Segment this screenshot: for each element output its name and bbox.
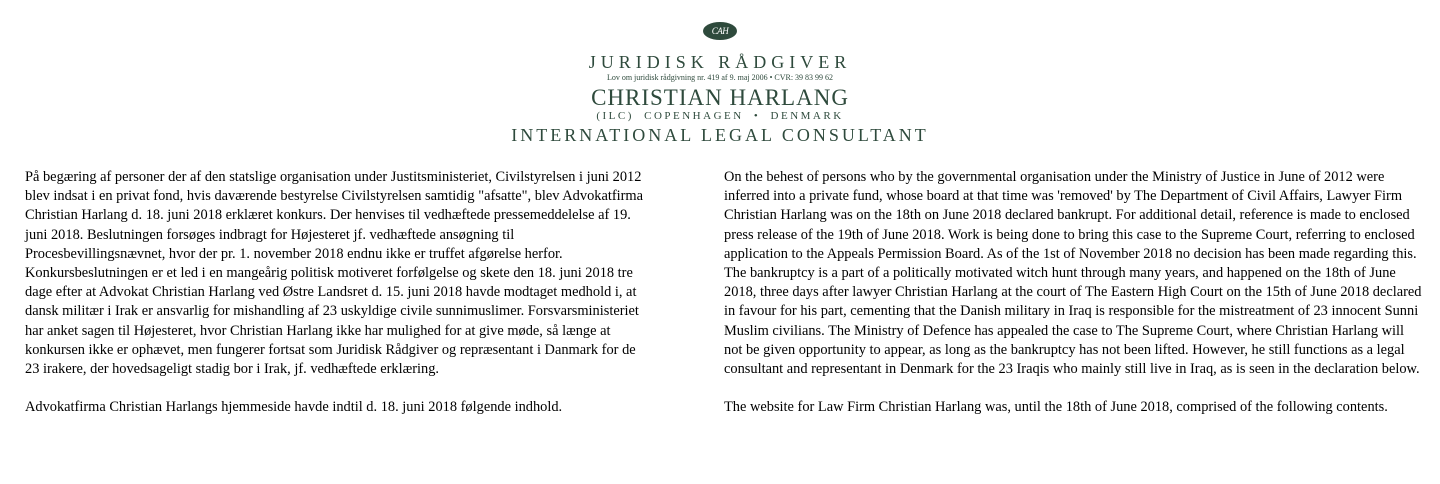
danish-paragraph-3: Advokatfirma Christian Harlangs hjemmeside havde indtil d. 18. juni 2018 følgende indhold. — [25, 399, 563, 416]
danish-column — [25, 168, 645, 418]
letterhead-location: (ILC) COPENHAGEN • DENMARK — [596, 110, 844, 122]
paragraph-gap — [724, 379, 1426, 398]
letterhead-registration: Lov om juridisk rådgivning nr. 419 af 9. maj 2006 • CVR: 39 83 99 62 — [606, 73, 834, 82]
paragraph-gap — [25, 379, 645, 398]
english-column — [724, 168, 1426, 418]
danish-paragraph-1: På begæring af personer der af den statslige organisation under Justitsministeriet, Civilstyrelsen i juni 2012 blev indsat i en privat fond, hvis daværende bestyrelse Civilstyrelsen samtidig "afsatte", blev Advokatfirma Christian Harlang d. 18. juni 2018 erklæret konkurs. Der henvises til vedhæftede pressemeddelelse af 19. juni 2018. Beslutningen forsøges indbragt for Højesteret jf. vedhæftede ansøgning til Procesbevillingsnævnet, hvor der pr. 1. november 2018 endnu ikke er truffet afgørelse herfor. — [25, 169, 644, 262]
english-paragraph-3: The website for Law Firm Christian Harlang was, until the 18th of June 2018, comprised of the following contents. — [724, 399, 1388, 416]
english-paragraph-2: The bankruptcy is a part of a politically motivated witch hunt through many years, and happened on the 18th of June 2018, three days after lawyer Christian Harlang at the court of The Eastern High Court on the 15th of June 2018 declared in favour for his part, cementing that the Danish military in Iraq is responsible for the mistreatment of 23 innocent Sunni Muslim civilians. The Ministry of Defence has appealed the case to The Supreme Court, where Christian Harlang will not be given opportunity to appear, as long as the bankruptcy has not been lifted. However, he still functions as a legal consultant and representant in Denmark for the 23 Iraqis who mainly still live in Iraq, as is seen in the declaration below. — [724, 265, 1422, 378]
letterhead-name: CHRISTIAN HARLANG — [591, 85, 849, 110]
english-paragraph-1: On the behest of persons who by the governmental organisation under the Ministry of Justice in June of 2012 were inferred into a private fund, whose board at that time was 'removed' by The Department of Civil Affairs, Lawyer Firm Christian Harlang was on the 18th on June 2018 declared bankrupt. For additional detail, reference is made to enclosed press release of the 19th of June 2018. Work is being done to bring this case to the Supreme Court, referring to enclosed application to the Appeals Permission Board. As of the 1st of November 2018 no decision has been made regarding this. — [724, 169, 1417, 262]
letterhead-title: JURIDISK RÅDGIVER — [588, 52, 852, 72]
logo-seal-icon: CAH — [703, 22, 737, 40]
danish-paragraph-2: Konkursbeslutningen er et led i en mangeårig politisk motiveret forfølgelse og skete den 18. juni 2018 tre dage efter at Advokat Christian Harlang ved Østre Landsret d. 15. juni 2018 havde modtaget medhold i, at dansk militær i Irak er ansvarlig for mishandling af 23 uskyldige civile sunnimuslimer. Forsvarsministeriet har anket sagen til Højesteret, hvor Christian Harlang ikke har mulighed for at give møde, så længe at konkursen ikke er ophævet, men fungerer fortsat som Juridisk Rådgiver og repræsentant i Danmark for de 23 irakere, der hovedsageligt stadig bor i Irak, jf. vedhæftede erklæring. — [25, 265, 639, 378]
letterhead — [0, 22, 1440, 145]
letterhead-subtitle: INTERNATIONAL LEGAL CONSULTANT — [511, 125, 929, 145]
